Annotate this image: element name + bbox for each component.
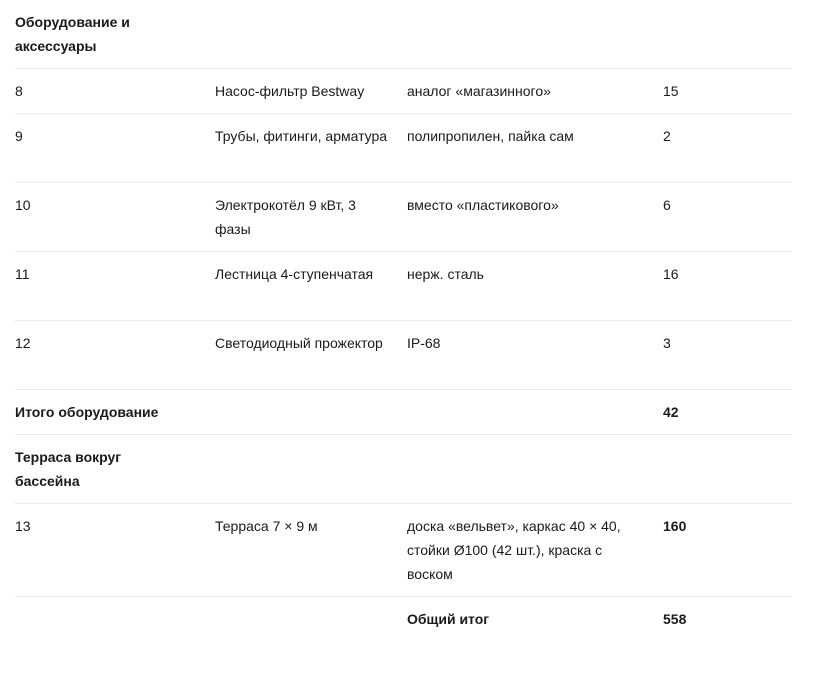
row-number: 12 (15, 335, 31, 351)
row-note: доска «вельвет», каркас 40 × 40, стойки Ø100 (42 шт.), краска с воском (407, 518, 621, 582)
row-number: 11 (15, 266, 30, 282)
row-note: вместо «пластикового» (407, 197, 559, 213)
subtotal-value: 42 (663, 404, 679, 420)
estimate-table (15, 10, 792, 642)
section-title: Оборудование и аксессуары (15, 14, 130, 54)
row-number: 13 (15, 518, 31, 534)
row-value: 15 (663, 83, 679, 99)
grand-total-row (15, 597, 792, 642)
section-header-row (15, 10, 792, 69)
row-number: 8 (15, 83, 23, 99)
subtotal-label: Итого оборудование (15, 404, 159, 420)
row-name: Лестница 4-ступенчатая (215, 266, 374, 282)
section-header-row (15, 435, 792, 504)
table-row (15, 114, 792, 183)
row-number: 10 (15, 197, 31, 213)
row-name: Светодиодный прожектор (215, 335, 383, 351)
row-name: Терраса 7 × 9 м (215, 518, 318, 534)
table-row (15, 252, 792, 321)
row-number: 9 (15, 128, 23, 144)
section-title: Терраса вокруг бассейна (15, 449, 122, 489)
table-row (15, 69, 792, 114)
row-value: 16 (663, 266, 679, 282)
empty-cell (215, 400, 407, 434)
grand-total-label: Общий итог (407, 611, 490, 627)
row-value: 6 (663, 197, 671, 213)
row-note: нерж. сталь (407, 266, 484, 282)
row-name: Насос-фильтр Bestway (215, 83, 365, 99)
table-row (15, 183, 792, 252)
table-row (15, 321, 792, 390)
row-name: Электрокотёл 9 кВт, 3 фазы (215, 197, 356, 237)
grand-total-value: 558 (663, 611, 687, 627)
empty-cell (407, 400, 663, 434)
table-row (15, 504, 792, 597)
row-value: 160 (663, 518, 687, 534)
row-note: IP-68 (407, 335, 441, 351)
row-value: 3 (663, 335, 671, 351)
row-note: аналог «магазинного» (407, 83, 551, 99)
row-name: Трубы, фитинги, арматура (215, 128, 388, 144)
empty-cell (15, 607, 215, 642)
row-note: полипропилен, пайка сам (407, 128, 574, 144)
empty-cell (215, 607, 407, 642)
subtotal-row (15, 390, 792, 435)
row-value: 2 (663, 128, 671, 144)
